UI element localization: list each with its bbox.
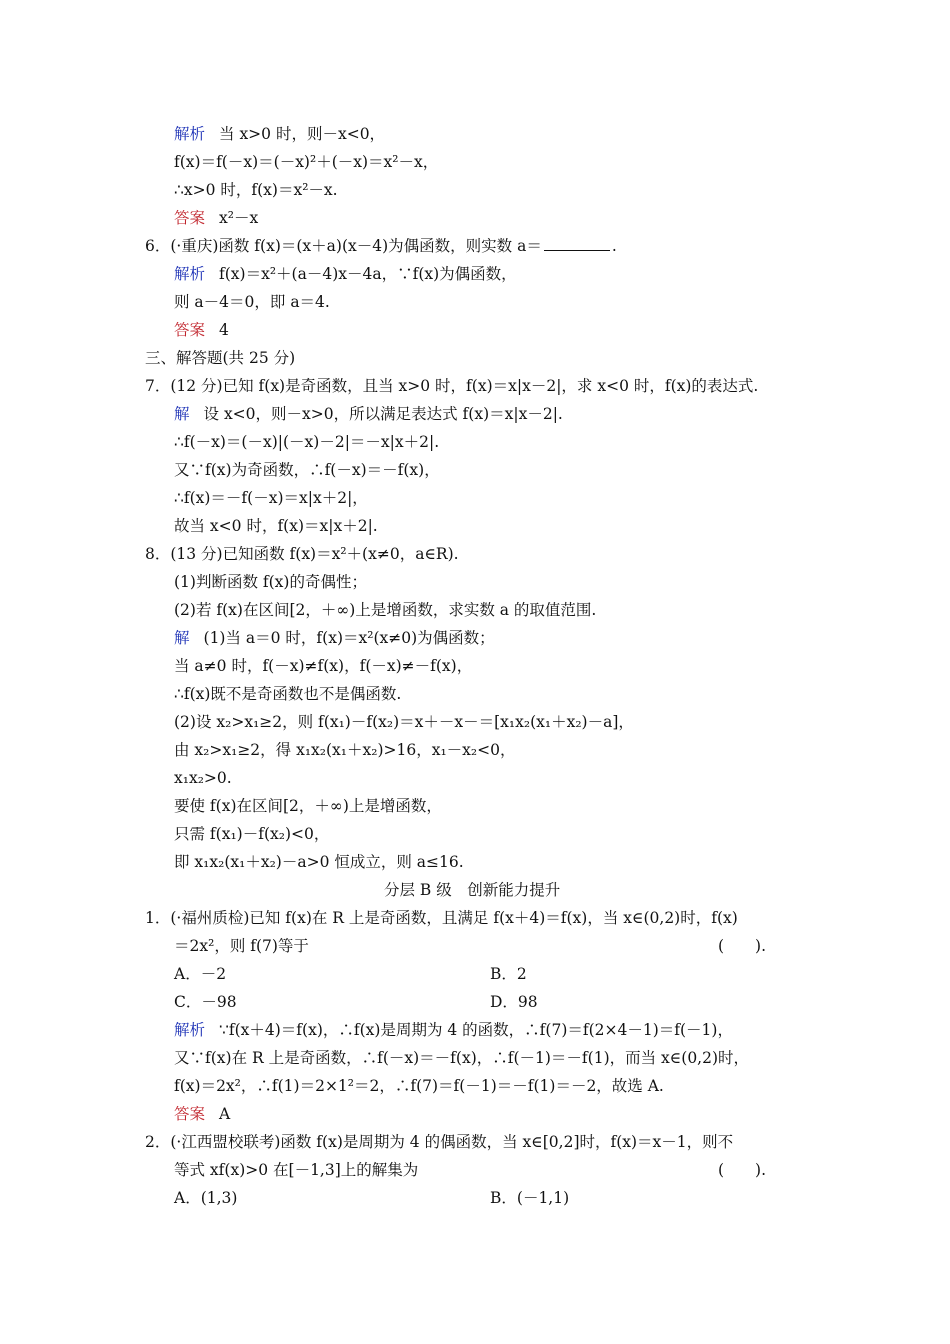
line-text-27: 即 x₁x₂(x₁＋x₂)－a>0 恒成立，则 a≤16. xyxy=(174,853,464,871)
question-7: 7．(12 分)已知 f(x)是奇函数，且当 x>0 时，f(x)＝x|x－2|，求 x<0 时，f(x)的表达式. xyxy=(145,377,759,395)
question-b1-cont: ＝2x²，则 f(7)等于 xyxy=(174,937,309,955)
analysis-label: 解析 xyxy=(174,125,206,143)
line-text-25: 要使 f(x)在区间[2，＋∞)上是增函数， xyxy=(174,797,442,815)
line-text-18: (2)若 f(x)在区间[2，＋∞)上是增函数，求实数 a 的取值范围. xyxy=(174,601,597,619)
answer-parens: ( ). xyxy=(718,1161,767,1179)
section-heading: 三、解答题(共 25 分) xyxy=(145,349,296,367)
line-text-13: 又∵f(x)为奇函数，∴f(－x)＝－f(x)， xyxy=(174,461,440,479)
line-text: x²－x xyxy=(219,209,259,227)
option-a: A．－2 xyxy=(174,965,227,983)
line-text-24: x₁x₂>0. xyxy=(174,769,232,787)
option-c: C．－98 xyxy=(174,993,237,1011)
question-6 xyxy=(145,236,617,256)
line-text: f(x)＝x²＋(a－4)x－4a，∵f(x)为偶函数， xyxy=(219,265,517,283)
line-text: 设 x<0，则－x>0，所以满足表达式 f(x)＝x|x－2|. xyxy=(203,405,563,423)
solution-label: 解 xyxy=(174,405,190,423)
answer-label: 答案 xyxy=(174,321,206,339)
line-text: . xyxy=(611,237,617,255)
option-d: D．98 xyxy=(490,993,538,1011)
line-text-15: 故当 x<0 时，f(x)＝x|x＋2|. xyxy=(174,517,378,535)
line-answer-3 xyxy=(174,1104,230,1124)
section-b-heading: 分层 B 级 创新能力提升 xyxy=(384,881,561,899)
question-b1: 1．(·福州质检)已知 f(x)在 R 上是奇函数，且满足 f(x＋4)＝f(x)，当 x∈(0,2)时，f(x) xyxy=(145,909,738,927)
line-analysis-2 xyxy=(174,264,517,284)
line-analysis-3 xyxy=(174,1020,733,1040)
question-b2: 2．(·江西盟校联考)函数 f(x)是周期为 4 的偶函数，当 x∈[0,2]时，f(x)＝x－1，则不 xyxy=(145,1133,734,1151)
line-text-34: 又∵f(x)在 R 上是奇函数，∴f(－x)＝－f(x)，∴f(－1)＝－f(1)，而当 x∈(0,2)时， xyxy=(174,1049,750,1067)
line-text-12: ∴f(－x)＝(－x)|(－x)－2|＝－x|x＋2|. xyxy=(174,433,440,451)
answer-parens: ( ). xyxy=(718,937,767,955)
line-answer-1 xyxy=(174,208,258,228)
line-analysis-1 xyxy=(174,124,385,144)
line-text-20: 当 a≠0 时，f(－x)≠f(x)，f(－x)≠－f(x)， xyxy=(174,657,473,675)
fill-blank xyxy=(544,236,610,251)
line-text-2: f(x)＝f(－x)＝(－x)²＋(－x)＝x²－x， xyxy=(174,153,439,171)
solution-label: 解 xyxy=(174,629,190,647)
line-text-7: 则 a－4＝0，即 a＝4. xyxy=(174,293,330,311)
analysis-label: 解析 xyxy=(174,1021,206,1039)
option-b: B．(－1,1) xyxy=(490,1189,570,1207)
analysis-label: 解析 xyxy=(174,265,206,283)
answer-label: 答案 xyxy=(174,209,206,227)
line-text: A xyxy=(219,1105,231,1123)
question-b2-cont: 等式 xf(x)>0 在[－1,3]上的解集为 xyxy=(174,1161,419,1179)
line-text-3: ∴x>0 时，f(x)＝x²－x. xyxy=(174,181,338,199)
line-text-22: (2)设 x₂>x₁≥2，则 f(x₁)－f(x₂)＝x＋－x－＝[x₁x₂(x₁＋x₂)－a]， xyxy=(174,713,634,731)
line-text-14: ∴f(x)＝－f(－x)＝x|x＋2|， xyxy=(174,489,368,507)
option-b: B．2 xyxy=(490,965,527,983)
line-text: (1)当 a＝0 时，f(x)＝x²(x≠0)为偶函数； xyxy=(203,629,495,647)
line-solution-2 xyxy=(174,628,495,648)
line-solution-1 xyxy=(174,404,563,424)
line-answer-2 xyxy=(174,320,229,340)
line-text-17: (1)判断函数 f(x)的奇偶性； xyxy=(174,573,367,591)
question-8: 8．(13 分)已知函数 f(x)＝x²＋(x≠0，a∈R). xyxy=(145,545,459,563)
line-text: ∵f(x＋4)＝f(x)，∴f(x)是周期为 4 的函数，∴f(7)＝f(2×4－1)＝f(－1)， xyxy=(219,1021,733,1039)
option-a: A．(1,3) xyxy=(174,1189,238,1207)
line-text-35: f(x)＝2x²，∴f(1)＝2×1²＝2，∴f(7)＝f(－1)＝－f(1)＝－2，故选 A. xyxy=(174,1077,664,1095)
line-text-21: ∴f(x)既不是奇函数也不是偶函数. xyxy=(174,685,402,703)
answer-label: 答案 xyxy=(174,1105,206,1123)
line-text: 6．(·重庆)函数 f(x)＝(x＋a)(x－4)为偶函数，则实数 a＝ xyxy=(145,237,542,255)
line-text-23: 由 x₂>x₁≥2，得 x₁x₂(x₁＋x₂)>16，x₁－x₂<0， xyxy=(174,741,516,759)
line-text: 4 xyxy=(219,321,229,339)
line-text-26: 只需 f(x₁)－f(x₂)<0， xyxy=(174,825,330,843)
line-text: 当 x>0 时，则－x<0， xyxy=(219,125,386,143)
